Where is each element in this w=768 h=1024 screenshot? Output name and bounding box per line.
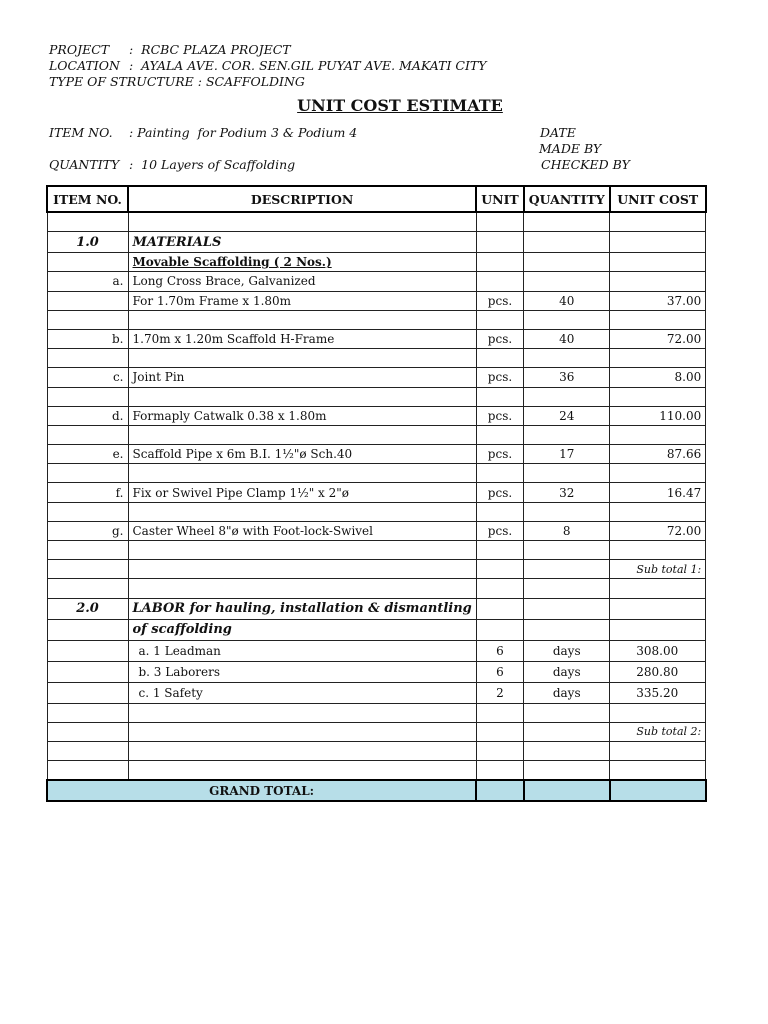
location-label: LOCATION xyxy=(49,58,120,73)
item-no-value: : Painting for Podium 3 & Podium 4 xyxy=(129,125,358,140)
item-letter: g. xyxy=(47,521,128,540)
col-header-unit: UNIT xyxy=(476,186,523,212)
item-description: Scaffold Pipe x 6m B.I. 1½"ø Sch.40 xyxy=(128,445,476,464)
item-letter: d. xyxy=(47,406,128,425)
structure-value: : SCAFFOLDING xyxy=(197,74,305,89)
item-unit-cost: 16.47 xyxy=(610,483,706,502)
item-quantity: 32 xyxy=(524,483,610,502)
labor-cost: 308.00 xyxy=(610,640,706,661)
movable-scaffolding-header: Movable Scaffolding ( 2 Nos.) xyxy=(128,253,476,272)
made-by-label: MADE BY xyxy=(539,141,602,156)
item-unit-cost: 8.00 xyxy=(610,368,706,387)
subtotal-1-label: Sub total 1: xyxy=(610,560,706,579)
grand-total-label: GRAND TOTAL: xyxy=(47,780,476,801)
structure-label: TYPE OF STRUCTURE xyxy=(49,74,194,89)
table-row xyxy=(47,310,706,329)
item-letter: f. xyxy=(47,483,128,502)
labor-unit: days xyxy=(524,661,610,682)
item-description: 1.70m x 1.20m Scaffold H-Frame xyxy=(128,329,476,348)
table-row xyxy=(47,212,706,232)
item-letter: c. xyxy=(47,368,128,387)
table-row xyxy=(47,579,706,598)
item-quantity: 40 xyxy=(524,329,610,348)
table-row xyxy=(47,741,706,760)
item-description: Caster Wheel 8"ø with Foot-lock-Swivel xyxy=(128,521,476,540)
table-row xyxy=(47,272,706,291)
labor-quantity: 6 xyxy=(476,640,523,661)
item-unit: pcs. xyxy=(476,483,523,502)
table-row xyxy=(47,445,706,464)
labor-label-line1: LABOR for hauling, installation & dismantling xyxy=(128,598,476,619)
labor-description: c. 1 Safety xyxy=(128,682,476,703)
labor-unit: days xyxy=(524,640,610,661)
item-description: Formaply Catwalk 0.38 x 1.80m xyxy=(128,406,476,425)
item-unit: pcs. xyxy=(476,329,523,348)
labor-cost: 280.80 xyxy=(610,661,706,682)
col-header-unit-cost: UNIT COST xyxy=(610,186,706,212)
item-unit-cost: 110.00 xyxy=(610,406,706,425)
location-value: : AYALA AVE. COR. SEN.GIL PUYAT AVE. MAKATI CITY xyxy=(129,58,487,73)
item-quantity: 17 xyxy=(524,445,610,464)
labor-quantity: 2 xyxy=(476,682,523,703)
table-row xyxy=(47,703,706,722)
labor-quantity: 6 xyxy=(476,661,523,682)
labor-label-line2: of scaffolding xyxy=(128,619,476,640)
quantity-label: QUANTITY xyxy=(49,157,120,172)
item-description: For 1.70m Frame x 1.80m xyxy=(128,291,476,310)
labor-description: b. 3 Laborers xyxy=(128,661,476,682)
item-description: Fix or Swivel Pipe Clamp 1½" x 2"ø xyxy=(128,483,476,502)
table-row xyxy=(47,291,706,310)
labor-number: 2.0 xyxy=(47,598,128,619)
labor-unit: days xyxy=(524,682,610,703)
item-quantity: 36 xyxy=(524,368,610,387)
table-row xyxy=(47,502,706,521)
labor-row xyxy=(47,682,706,703)
item-quantity: 8 xyxy=(524,521,610,540)
materials-label: MATERIALS xyxy=(128,232,476,253)
subtotal-1-row xyxy=(47,560,706,579)
item-unit: pcs. xyxy=(476,445,523,464)
col-header-description: DESCRIPTION xyxy=(128,186,476,212)
structure-line xyxy=(49,74,305,89)
project-label: PROJECT xyxy=(49,42,110,57)
table-header-row xyxy=(47,186,706,212)
labor-row xyxy=(47,661,706,682)
item-quantity: 40 xyxy=(524,291,610,310)
table-row xyxy=(47,521,706,540)
labor-row xyxy=(47,640,706,661)
item-unit-cost: 87.66 xyxy=(610,445,706,464)
table-row xyxy=(47,329,706,348)
item-no-line xyxy=(49,125,357,140)
table-row xyxy=(47,406,706,425)
subtotal-2-label: Sub total 2: xyxy=(610,722,706,741)
grand-total-row xyxy=(47,780,706,801)
table-row xyxy=(47,483,706,502)
item-unit-cost: 37.00 xyxy=(610,291,706,310)
table-row xyxy=(47,619,706,640)
col-header-item-no: ITEM NO. xyxy=(47,186,128,212)
subtotal-2-row xyxy=(47,722,706,741)
item-unit-cost: 72.00 xyxy=(610,521,706,540)
materials-number: 1.0 xyxy=(47,232,128,253)
item-quantity: 24 xyxy=(524,406,610,425)
item-letter: b. xyxy=(47,329,128,348)
project-value: : RCBC PLAZA PROJECT xyxy=(129,42,291,57)
materials-section-row xyxy=(47,232,706,253)
table-row xyxy=(47,253,706,272)
item-description: Long Cross Brace, Galvanized xyxy=(128,272,476,291)
item-unit: pcs. xyxy=(476,521,523,540)
item-no-label: ITEM NO. xyxy=(49,125,113,140)
labor-section-row xyxy=(47,598,706,619)
table-row xyxy=(47,464,706,483)
page-title: UNIT COST ESTIMATE xyxy=(297,96,503,115)
table-row xyxy=(47,368,706,387)
item-letter: e. xyxy=(47,445,128,464)
date-label: DATE xyxy=(540,125,576,140)
item-description: Joint Pin xyxy=(128,368,476,387)
table-row xyxy=(47,541,706,560)
table-row xyxy=(47,761,706,781)
location-line xyxy=(49,58,486,73)
checked-by-label: CHECKED BY xyxy=(541,157,630,172)
labor-cost: 335.20 xyxy=(610,682,706,703)
item-unit-cost: 72.00 xyxy=(610,329,706,348)
item-unit: pcs. xyxy=(476,406,523,425)
col-header-quantity: QUANTITY xyxy=(524,186,610,212)
quantity-value: : 10 Layers of Scaffolding xyxy=(129,157,296,172)
labor-description: a. 1 Leadman xyxy=(128,640,476,661)
item-unit: pcs. xyxy=(476,291,523,310)
project-line xyxy=(49,42,291,57)
quantity-line xyxy=(49,157,295,172)
table-row xyxy=(47,387,706,406)
cost-table xyxy=(46,185,707,802)
table-row xyxy=(47,349,706,368)
item-unit: pcs. xyxy=(476,368,523,387)
table-row xyxy=(47,425,706,444)
item-letter: a. xyxy=(47,272,128,291)
